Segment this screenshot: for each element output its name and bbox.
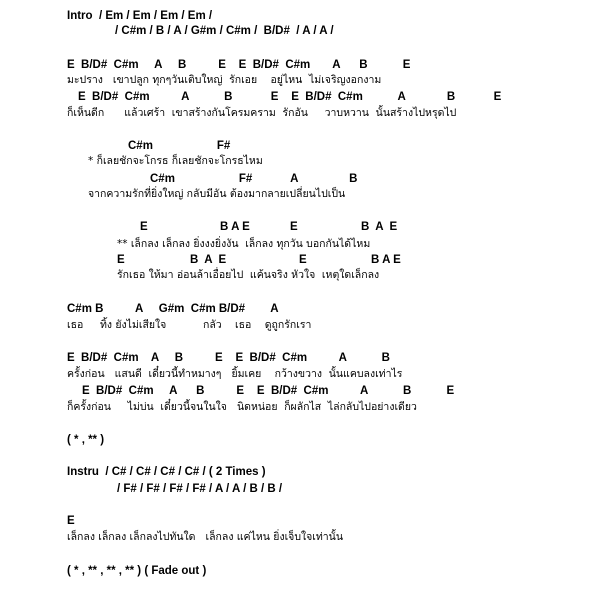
intro-line-1: Intro / Em / Em / Em / Em / [67,10,213,22]
prechorus-chords-2: C#m F# A B [150,173,358,185]
repeat-marker-1: ( * , ** ) [67,434,105,446]
chorus-lyric-1: ** เล็กลง เล็กลง ยิ่งงงยิ่งงัน เล็กลง ทุกวัน บอกกันได้ไหม [117,238,371,250]
verse1-lyric-1: มะปราง เขาปลูก ทุกๆวันเติบใหญ่ รักเอย อยู่ไหน ไม่เจริญงอกงาม [67,74,382,86]
chorus-chord-e-1: E [140,221,148,233]
chorus-chord-bae-1: B A E [220,221,250,233]
prechorus-lyric-2: จากความรักที่ยิ่งใหญ่ กลับมีอัน ต้องมากลายเปลี่ยนไปเป็น [88,188,346,200]
verse2-lyric-1: ครั้งก่อน แสนดี เดี๋ยวนี้ทำหมางๆ ยิ้มเคย กว้างขวาง นั้นแคบลงเท่าไร [67,368,403,380]
verse1-lyric-2: ก็เห็นดีก แล้วเศร้า เขาสร้างกันโครมคราม รักอัน วาบหวาน นั้นสร้างไปหรุดไป [67,107,457,119]
chorus-lyric-2: รักเธอ ให้มา อ่อนล้าเอื่อยไป แค้นจริง หัวใจ เหตุใดเล็กลง [117,269,380,281]
verse1-chords-2: E B/D# C#m A B E E B/D# C#m A B E [78,91,502,103]
outro-lyric: เล็กลง เล็กลง เล็กลงไปทันใด เล็กลง แค่ไหน ยิ่งเจ็บใจเท่านั้น [67,531,344,543]
intro-line-2: / C#m / B / A / G#m / C#m / B/D# / A / A / [115,25,334,37]
chorus-chord-bae-2: B A E [361,221,398,233]
bridge-chords: C#m B A G#m C#m B/D# A [67,303,279,315]
verse1-chords-1: E B/D# C#m A B E E B/D# C#m A B E [67,59,411,71]
bridge-lyric: เธอ ทิ้ง ยังไม่เสียใจ กลัว เธอ ดูถูกรักเรา [67,319,312,331]
chorus-chord-e-4: E [299,254,307,266]
instru-line-2: / F# / F# / F# / F# / A / A / B / B / [117,483,283,495]
repeat-marker-2: ( * , ** , ** , ** ) ( Fade out ) [67,565,207,577]
chorus-chord-bae-3: B A E [190,254,227,266]
chorus-chord-e-2: E [290,221,298,233]
outro-chord: E [67,515,75,527]
verse2-chords-2: E B/D# C#m A B E E B/D# C#m A B E [82,385,455,397]
chorus-chord-e-3: E [117,254,125,266]
verse2-lyric-2: ก็ครั้งก่อน ไม่บ่น เดี๋ยวนี้จนในใจ นิดหน่อย ก็ผลักไส ไล่กลับไปอย่างเดียว [67,401,417,413]
chorus-chord-bae-4: B A E [371,254,401,266]
instru-line-1: Instru / C# / C# / C# / C# / ( 2 Times ) [67,466,266,478]
prechorus-chords-1: C#m F# [128,140,231,152]
prechorus-lyric-1: * ก็เลยชักจะโกรธ ก็เลยชักจะโกรธไหม [88,155,263,167]
verse2-chords-1: E B/D# C#m A B E E B/D# C#m A B [67,352,390,364]
